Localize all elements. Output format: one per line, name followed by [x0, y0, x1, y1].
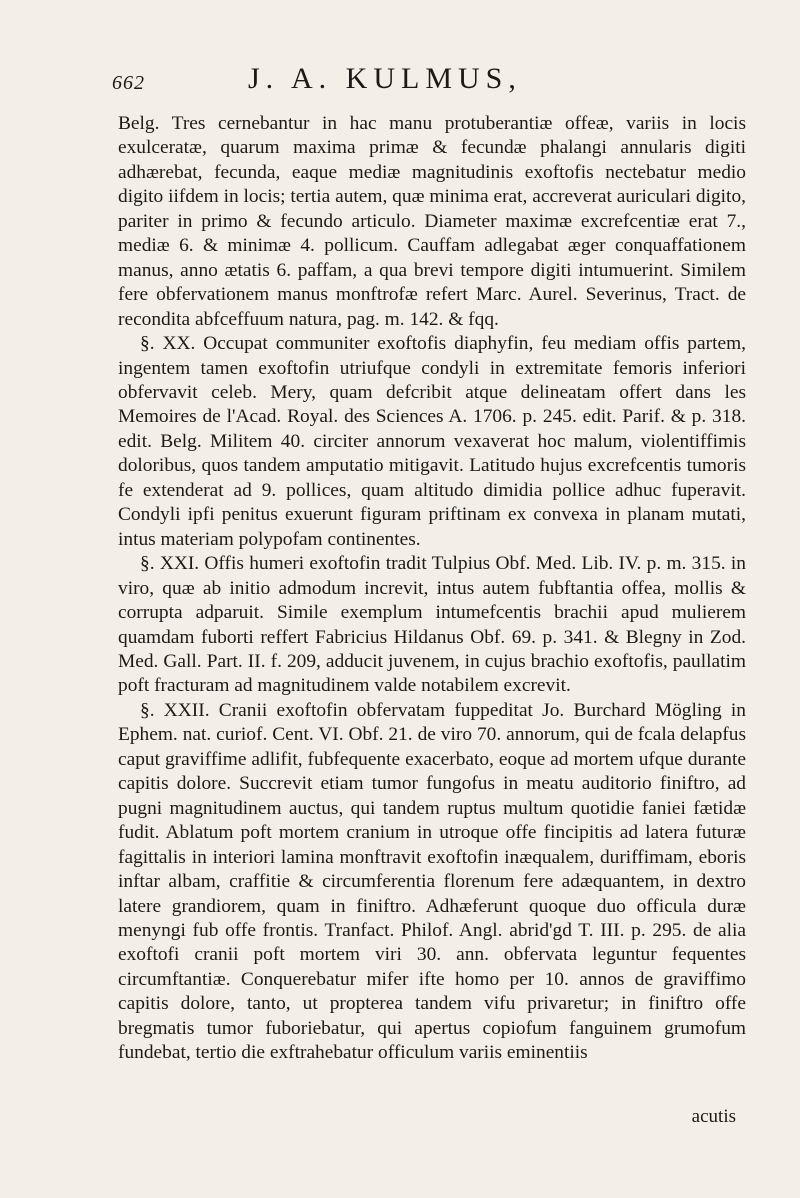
paragraph-section-xxi: §. XXI. Offis humeri exoftofin tradit Tulpius Obf. Med. Lib. IV. p. m. 315. in viro, quæ ab initio admodum increvit, intus autem fubftantia offea, mollis & corrupta adparuit. Simile exemplum intumefcentis brachii apud mulierem quamdam fuborti reffert Fabricius Hildanus Obf. 69. p. 341. & Blegny in Zod. Med. Gall. Part. II. f. 209, adducit juvenem, in cujus brachio exoftofis, paullatim poft fracturam ad magnitudinem valde notabilem excrevit. [118, 553, 746, 697]
page-number: 662 [112, 72, 145, 94]
page-header [112, 60, 732, 100]
catchword: acutis [691, 1106, 736, 1127]
paragraph-belg: Belg. Tres cernebantur in hac manu protuberantiæ offeæ, variis in locis exulceratæ, quarum maxima primæ & fecundæ phalangi annularis digiti adhærebat, fecunda, eaque mediæ magnitudinis exoftofis nectebatur medio digito iifdem in locis; tertia autem, quæ minima erat, accreverat auriculari digito, pariter in primo & fecundo articulo. Diameter maximæ excrefcentiæ erat 7., mediæ 6. & minimæ 4. pollicum. Cauffam adlegabat æger conquaffationem manus, anno ætatis 6. paffam, a qua brevi tempore digiti intumuerint. Similem fere obfervationem manus monftrofæ refert Marc. Aurel. Severinus, Tract. de recondita abfceffuum natura, pag. m. 142. & fqq. [118, 113, 746, 330]
body-text [118, 112, 746, 1066]
paragraph-section-xxii: §. XXII. Cranii exoftofin obfervatam fuppeditat Jo. Burchard Mögling in Ephem. nat. curiof. Cent. VI. Obf. 21. de viro 70. annorum, qui de fcala delapfus caput graviffime adlifit, fubfequente exacerbato, eoque ad mortem ufque durante capitis dolore. Succrevit etiam tumor fungofus in meatu auditorio finiftro, ad pugni magnitudinem auctus, qui tandem ruptus multum quotidie faniei fætidæ fudit. Ablatum poft mortem cranium in utroque offe fincipitis ad latera futuræ fagittalis in interiori lamina monftravit exoftofin inæqualem, duriffimam, eboris inftar albam, craffitie & circumferentia florenum fere adæquantem, in dextro latere grandiorem, quam in finiftro. Adhæferunt quoque duo officula duræ menyngi fub offe frontis. Tranfact. Philof. Angl. abrid'gd T. III. p. 295. de alia exoftofi cranii poft mortem viri 30. ann. obfervata leguntur fequentes circumftantiæ. Conquerebatur mifer ifte homo per 10. annos de graviffimo capitis dolore, tanto, ut propterea tandem vifu privaretur; in finiftro offe bregmatis tumor fuboriebatur, qui apertus copiofum fanguinem grumofum fundebat, tertio die exftrahebatur officulum variis eminentiis [118, 699, 746, 1064]
running-head: J. A. KULMUS, [248, 62, 522, 95]
paragraph-section-xx: §. XX. Occupat communiter exoftofis diaphyfin, feu mediam offis partem, ingentem tamen exoftofin utriufque condyli in extremitate femoris inferiori obfervavit celeb. Mery, quam defcribit atque delineatam offert dans les Memoires de l'Acad. Royal. des Sciences A. 1706. p. 245. edit. Parif. & p. 318. edit. Belg. Militem 40. circiter annorum vexaverat hoc malum, violentiffimis doloribus, quos tandem amputatio mitigavit. Latitudo hujus excrefcentis tumoris fe extenderat ad 9. pollices, quam altitudo dimidia pollice adhuc fuperavit. Condyli ipfi penitus exuerunt figuram priftinam ex convexa in planam mutati, intus materiam polypofam continentes. [118, 333, 746, 550]
